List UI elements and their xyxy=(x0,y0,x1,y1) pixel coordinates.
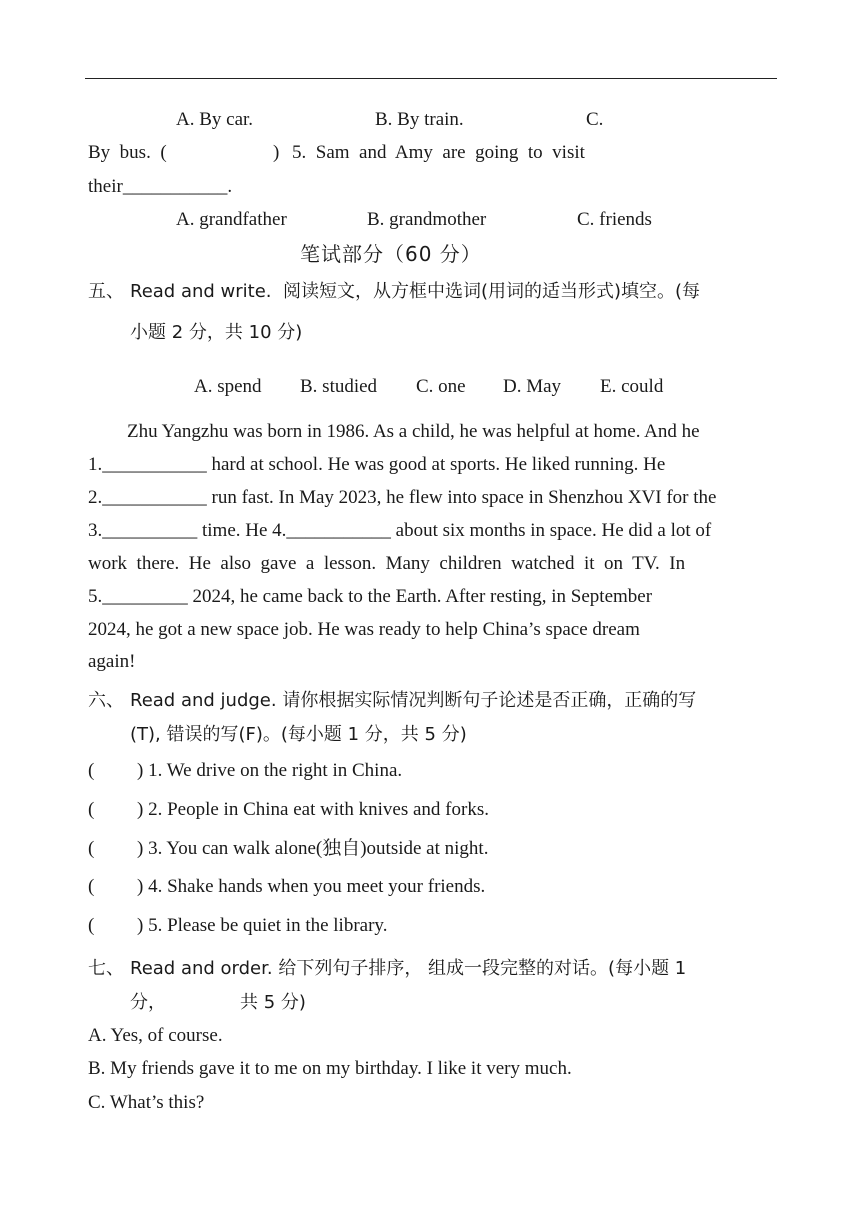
section5-number: 五、 xyxy=(88,281,124,302)
section7-heading-continuation-b: 共 5 分) xyxy=(240,992,306,1013)
section7-heading: Read and order. 给下列句子排序， 组成一段完整的对话。(每小题 1 xyxy=(130,958,687,979)
order-item-c: C. What’s this? xyxy=(88,1092,205,1113)
section7-number: 七、 xyxy=(88,958,124,979)
passage-line-6: 5._________ 2024, he came back to the Earth. After resting, in September xyxy=(88,586,653,607)
judge-item-3-paren: ( xyxy=(88,838,95,859)
q5-option-a: A. grandfather xyxy=(176,209,287,230)
passage-line-3: 2.___________ run fast. In May 2023, he flew into space in Shenzhou XVI for the xyxy=(88,487,717,508)
q4-option-a: A. By car. xyxy=(176,109,254,130)
section6-heading-continuation: (T), 错误的写(F)。(每小题 1 分，共 5 分) xyxy=(130,724,467,745)
judge-item-4: ) 4. Shake hands when you meet your friends. xyxy=(137,876,486,897)
header-rule xyxy=(85,78,777,79)
passage-line-1: Zhu Yangzhu was born in 1986. As a child, he was helpful at home. And he xyxy=(127,421,700,442)
passage-line-4: 3.__________ time. He 4.___________ about six months in space. He did a lot of xyxy=(88,520,712,541)
judge-item-4-paren: ( xyxy=(88,876,95,897)
judge-item-2-paren: ( xyxy=(88,799,95,820)
section6-heading: Read and judge. 请你根据实际情况判断句子论述是否正确，正确的写 xyxy=(130,690,697,711)
word-option-a: A. spend xyxy=(194,376,262,397)
q5-option-b: B. grandmother xyxy=(367,209,487,230)
word-option-e: E. could xyxy=(600,376,664,397)
word-option-c: C. one xyxy=(416,376,466,397)
judge-item-5-paren: ( xyxy=(88,915,95,936)
judge-item-5: ) 5. Please be quiet in the library. xyxy=(137,915,388,936)
passage-line-8: again! xyxy=(88,651,136,672)
written-part-title: 笔试部分（60 分） xyxy=(300,242,482,266)
q5-question-continuation: their___________. xyxy=(88,176,233,197)
q5-option-c: C. friends xyxy=(577,209,652,230)
q5-question: 5. Sam and Amy are going to visit xyxy=(292,142,585,163)
passage-line-7: 2024, he got a new space job. He was ready to help China’s space dream xyxy=(88,619,640,640)
q4-option-c-continuation: By bus. ( xyxy=(88,142,167,163)
section5-heading-continuation: 小题 2 分，共 10 分) xyxy=(130,322,303,343)
judge-item-3: ) 3. You can walk alone(独自)outside at night. xyxy=(137,838,489,859)
order-item-a: A. Yes, of course. xyxy=(88,1025,223,1046)
q5-paren-close: ) xyxy=(273,142,280,163)
word-option-b: B. studied xyxy=(300,376,378,397)
section5-heading: Read and write. 阅读短文，从方框中选词(用词的适当形式)填空。(每 xyxy=(130,281,701,302)
judge-item-1-paren: ( xyxy=(88,760,95,781)
judge-item-2: ) 2. People in China eat with knives and forks. xyxy=(137,799,489,820)
word-option-d: D. May xyxy=(503,376,562,397)
passage-line-2: 1.___________ hard at school. He was good at sports. He liked running. He xyxy=(88,454,666,475)
passage-line-5: work there. He also gave a lesson. Many children watched it on TV. In xyxy=(88,553,686,574)
order-item-b: B. My friends gave it to me on my birthday. I like it very much. xyxy=(88,1058,572,1079)
q4-option-b: B. By train. xyxy=(375,109,464,130)
section7-heading-continuation-a: 分， xyxy=(130,992,166,1013)
judge-item-1: ) 1. We drive on the right in China. xyxy=(137,760,403,781)
q4-option-c: C. xyxy=(586,109,604,130)
section6-number: 六、 xyxy=(88,690,124,711)
